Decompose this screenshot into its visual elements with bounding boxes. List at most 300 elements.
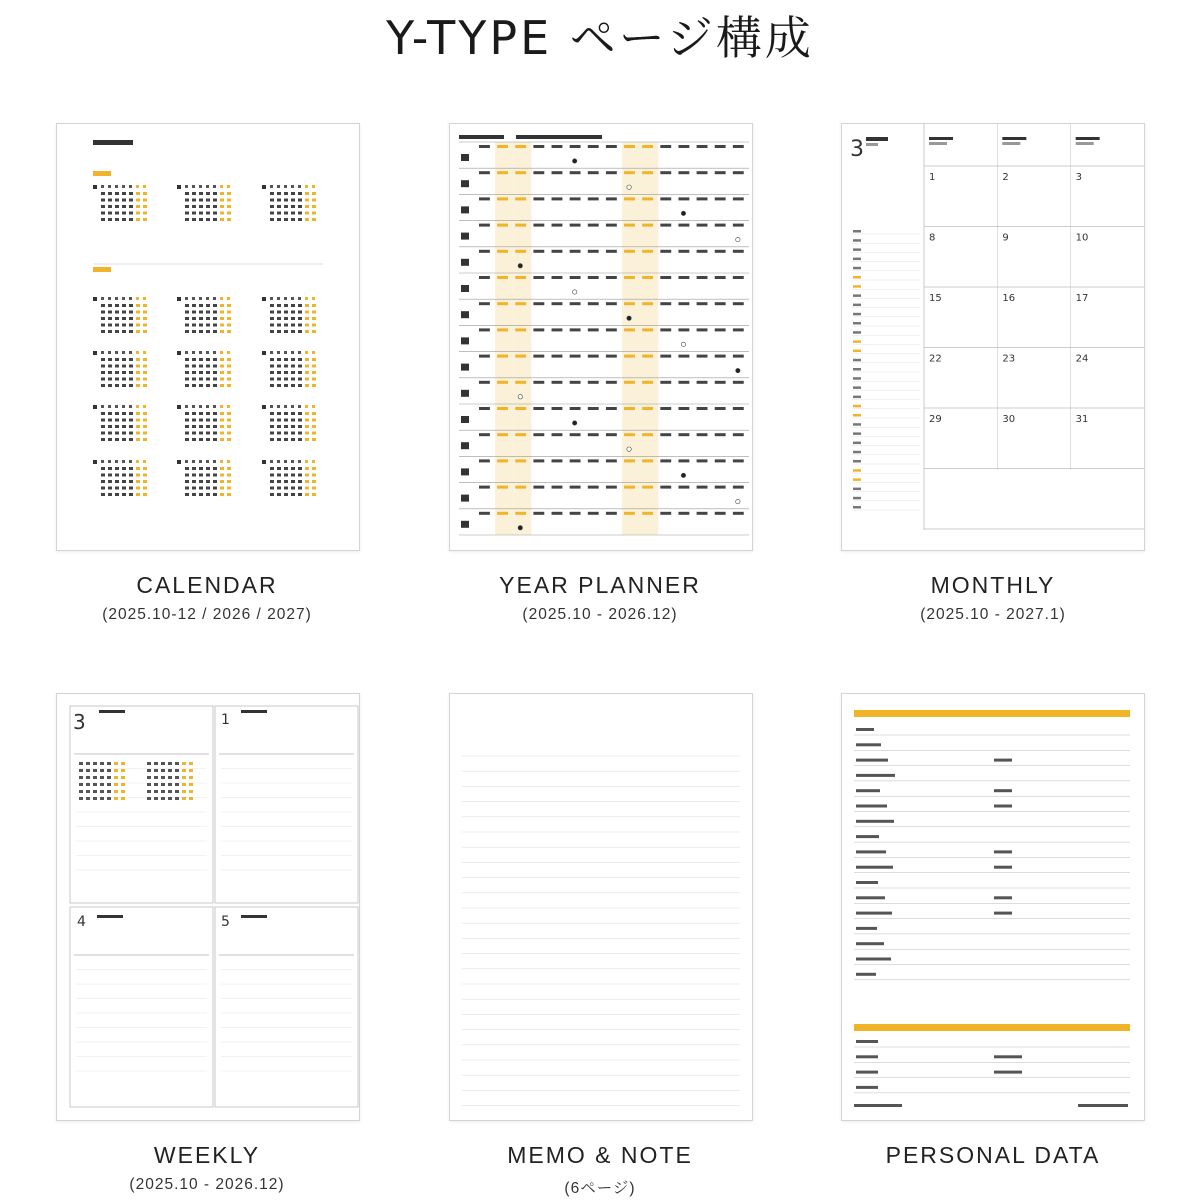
mini-month-cell bbox=[100, 797, 104, 800]
day-label bbox=[715, 407, 726, 410]
day-label bbox=[715, 197, 726, 200]
form-label bbox=[856, 973, 876, 976]
personal-data-preview bbox=[842, 694, 1144, 1120]
day-label bbox=[733, 381, 744, 384]
weekday-sub bbox=[929, 142, 947, 145]
mini-month-cell bbox=[107, 769, 111, 772]
day-label bbox=[660, 381, 671, 384]
form-label bbox=[856, 881, 878, 884]
day-label bbox=[588, 224, 599, 227]
day-label bbox=[552, 250, 563, 253]
mini-month-cell bbox=[100, 776, 104, 779]
day-label bbox=[678, 250, 689, 253]
day-number: 15 bbox=[929, 293, 942, 304]
day-label bbox=[642, 407, 653, 410]
day-label bbox=[570, 328, 581, 331]
day-label bbox=[715, 250, 726, 253]
day-label bbox=[606, 433, 617, 436]
day-label bbox=[678, 407, 689, 410]
mini-month bbox=[93, 405, 147, 441]
day-label bbox=[515, 433, 526, 436]
day-number: 9 bbox=[1002, 232, 1009, 244]
day-label bbox=[552, 224, 563, 227]
day-label bbox=[660, 512, 671, 515]
day-label bbox=[552, 407, 563, 410]
day-label bbox=[588, 302, 599, 305]
mini-month-cell bbox=[175, 783, 179, 786]
mini-month-cell bbox=[79, 762, 83, 765]
mini-month-cell bbox=[175, 797, 179, 800]
personal-data-caption: PERSONAL DATA bbox=[885, 1142, 1101, 1168]
day-label bbox=[678, 145, 689, 148]
day-label bbox=[624, 328, 635, 331]
calendar-preview bbox=[57, 124, 359, 550]
day-label bbox=[588, 276, 599, 279]
day-list-label bbox=[853, 460, 861, 463]
day-label bbox=[479, 302, 490, 305]
day-number: 8 bbox=[929, 232, 936, 244]
personal-data-thumbnail[interactable] bbox=[841, 693, 1145, 1121]
day-label bbox=[588, 486, 599, 489]
day-label bbox=[697, 407, 708, 410]
mini-month bbox=[93, 297, 147, 333]
mini-month-cell bbox=[182, 762, 186, 765]
mini-month-cell bbox=[161, 769, 165, 772]
form-label bbox=[856, 912, 892, 915]
form-label bbox=[856, 1071, 878, 1074]
day-number: 30 bbox=[1002, 414, 1016, 425]
month-number bbox=[461, 416, 469, 423]
form-label bbox=[994, 1071, 1022, 1074]
day-label bbox=[515, 197, 526, 200]
mini-month-cell bbox=[93, 776, 97, 779]
day-number: 16 bbox=[1002, 293, 1016, 304]
form-label bbox=[856, 1086, 878, 1089]
mini-month-cell bbox=[189, 797, 193, 800]
day-label bbox=[642, 276, 653, 279]
day-label bbox=[515, 486, 526, 489]
day-label bbox=[678, 512, 689, 515]
day-label bbox=[515, 381, 526, 384]
day-label bbox=[552, 486, 563, 489]
day-label bbox=[697, 302, 708, 305]
mini-month-cell bbox=[161, 783, 165, 786]
form-label bbox=[856, 942, 884, 945]
weekend-column bbox=[513, 142, 531, 535]
day-label bbox=[660, 302, 671, 305]
day-label bbox=[479, 171, 490, 174]
month-number bbox=[461, 180, 469, 187]
mini-month-cell bbox=[168, 797, 172, 800]
day-label bbox=[715, 328, 726, 331]
day-label bbox=[570, 381, 581, 384]
day-label bbox=[479, 224, 490, 227]
day-label bbox=[497, 145, 508, 148]
day-label bbox=[570, 407, 581, 410]
day-list-label bbox=[853, 239, 861, 242]
day-label bbox=[697, 381, 708, 384]
day-label bbox=[733, 355, 744, 358]
calendar-thumbnail[interactable] bbox=[56, 123, 360, 551]
mini-month bbox=[262, 351, 316, 387]
day-label bbox=[570, 224, 581, 227]
monthly-thumbnail[interactable] bbox=[841, 123, 1145, 551]
form-label bbox=[856, 743, 881, 746]
mini-month-cell bbox=[189, 783, 193, 786]
day-label bbox=[642, 250, 653, 253]
day-label bbox=[606, 407, 617, 410]
mini-month-cell bbox=[147, 769, 151, 772]
mini-month bbox=[262, 185, 316, 221]
day-label bbox=[606, 197, 617, 200]
day-label bbox=[588, 355, 599, 358]
day-label bbox=[733, 302, 744, 305]
weekday-label bbox=[929, 137, 953, 140]
mini-month-cell bbox=[154, 769, 158, 772]
day-label bbox=[606, 276, 617, 279]
form-label bbox=[856, 835, 879, 838]
day-label bbox=[588, 171, 599, 174]
day-label bbox=[642, 328, 653, 331]
day-label bbox=[570, 355, 581, 358]
form-label bbox=[856, 1055, 878, 1058]
mini-month-cell bbox=[121, 762, 125, 765]
day-number: 24 bbox=[1075, 353, 1089, 365]
day-label bbox=[733, 433, 744, 436]
day-label bbox=[497, 459, 508, 462]
day-label bbox=[533, 250, 544, 253]
day-number: 1 bbox=[221, 712, 230, 728]
day-label bbox=[678, 224, 689, 227]
day-label bbox=[515, 328, 526, 331]
mini-month bbox=[262, 460, 316, 496]
day-label bbox=[497, 197, 508, 200]
day-label bbox=[697, 250, 708, 253]
day-label bbox=[515, 355, 526, 358]
day-label bbox=[552, 276, 563, 279]
month-number bbox=[461, 390, 469, 397]
day-number: 17 bbox=[1075, 293, 1089, 304]
mini-month-cell bbox=[114, 783, 118, 786]
day-label bbox=[497, 224, 508, 227]
day-label bbox=[606, 224, 617, 227]
day-label bbox=[533, 512, 544, 515]
day-label bbox=[660, 276, 671, 279]
day-list-label bbox=[853, 423, 861, 426]
day-label bbox=[606, 486, 617, 489]
mini-month-cell bbox=[121, 790, 125, 793]
memo-note-range: (6ページ) bbox=[564, 1180, 636, 1197]
moon-phase bbox=[681, 342, 685, 346]
day-label bbox=[552, 145, 563, 148]
day-label bbox=[697, 197, 708, 200]
day-list-label bbox=[853, 359, 861, 362]
mini-month-cell bbox=[154, 790, 158, 793]
day-label bbox=[678, 486, 689, 489]
day-label bbox=[552, 328, 563, 331]
mini-month-cell bbox=[107, 762, 111, 765]
form-label bbox=[856, 896, 885, 899]
moon-phase bbox=[627, 447, 631, 451]
day-label bbox=[697, 512, 708, 515]
moon-phase bbox=[572, 159, 576, 163]
day-label bbox=[733, 145, 744, 148]
day-label bbox=[552, 171, 563, 174]
day-list-label bbox=[853, 267, 861, 270]
mini-month-cell bbox=[114, 762, 118, 765]
day-label bbox=[678, 171, 689, 174]
weekend-column bbox=[622, 142, 640, 535]
mini-month bbox=[93, 460, 147, 496]
day-label bbox=[715, 486, 726, 489]
month-number bbox=[461, 259, 469, 266]
day-label bbox=[660, 250, 671, 253]
day-label bbox=[588, 381, 599, 384]
day-label bbox=[515, 276, 526, 279]
day-label bbox=[479, 433, 490, 436]
mini-month-cell bbox=[121, 797, 125, 800]
day-label bbox=[678, 355, 689, 358]
day-label bbox=[606, 328, 617, 331]
mini-month-cell bbox=[147, 762, 151, 765]
form-label bbox=[856, 728, 874, 731]
mini-month-cell bbox=[175, 769, 179, 772]
form-label bbox=[994, 896, 1012, 899]
day-list-label bbox=[853, 469, 861, 472]
day-label bbox=[606, 459, 617, 462]
mini-month-cell bbox=[182, 776, 186, 779]
mini-month-cell bbox=[154, 776, 158, 779]
day-label bbox=[570, 433, 581, 436]
day-number: 10 bbox=[1075, 232, 1089, 244]
day-list-label bbox=[853, 451, 861, 454]
year-planner-caption: YEAR PLANNER bbox=[499, 572, 701, 598]
memo-note-caption: MEMO & NOTE bbox=[507, 1142, 693, 1168]
day-label bbox=[678, 381, 689, 384]
day-label bbox=[642, 197, 653, 200]
mini-month-cell bbox=[147, 797, 151, 800]
day-label bbox=[533, 433, 544, 436]
day-label bbox=[624, 433, 635, 436]
form-label bbox=[856, 866, 893, 869]
mini-month-cell bbox=[168, 769, 172, 772]
mini-month-cell bbox=[86, 776, 90, 779]
mini-month bbox=[262, 297, 316, 333]
month-number bbox=[461, 206, 469, 213]
day-label bbox=[588, 512, 599, 515]
mini-month-cell bbox=[93, 769, 97, 772]
day-list-label bbox=[853, 313, 861, 316]
day-label bbox=[624, 276, 635, 279]
mini-month-cell bbox=[182, 783, 186, 786]
day-label bbox=[606, 381, 617, 384]
moon-phase bbox=[681, 211, 685, 215]
weekly-caption: WEEKLY bbox=[153, 1142, 261, 1168]
day-label bbox=[697, 355, 708, 358]
form-label bbox=[994, 912, 1012, 915]
mini-month-cell bbox=[182, 769, 186, 772]
day-number: 2 bbox=[1002, 172, 1009, 183]
mini-month bbox=[93, 185, 147, 221]
day-label bbox=[606, 355, 617, 358]
day-label bbox=[733, 250, 744, 253]
mini-month-cell bbox=[93, 762, 97, 765]
monthly-preview bbox=[842, 124, 1144, 550]
month-number bbox=[461, 495, 469, 502]
day-label bbox=[497, 381, 508, 384]
mini-month-cell bbox=[182, 790, 186, 793]
day-label bbox=[678, 276, 689, 279]
form-label bbox=[856, 805, 887, 808]
day-label bbox=[642, 381, 653, 384]
day-label bbox=[733, 224, 744, 227]
day-label bbox=[497, 407, 508, 410]
mini-month-cell bbox=[107, 797, 111, 800]
day-label bbox=[678, 302, 689, 305]
day-label bbox=[642, 145, 653, 148]
mini-month-cell bbox=[86, 762, 90, 765]
memo-note-thumbnail[interactable] bbox=[449, 693, 753, 1121]
day-label bbox=[624, 145, 635, 148]
form-label bbox=[856, 759, 888, 762]
calendar-range: (2025.10-12 / 2026 / 2027) bbox=[102, 606, 312, 623]
day-label bbox=[497, 355, 508, 358]
moon-phase bbox=[572, 290, 576, 294]
mini-month-cell bbox=[100, 783, 104, 786]
day-label bbox=[479, 459, 490, 462]
form-label bbox=[856, 789, 880, 792]
day-label bbox=[624, 197, 635, 200]
memo-note-preview bbox=[450, 694, 752, 1120]
month-number bbox=[461, 285, 469, 292]
day-number: 3 bbox=[1075, 172, 1083, 183]
day-label bbox=[660, 355, 671, 358]
weekday-label bbox=[1002, 137, 1026, 140]
day-label bbox=[588, 328, 599, 331]
day-list-label bbox=[853, 478, 861, 481]
mini-month-cell bbox=[121, 776, 125, 779]
weekly-range: (2025.10 - 2026.12) bbox=[129, 1176, 285, 1193]
day-label bbox=[733, 486, 744, 489]
day-list-label bbox=[853, 276, 861, 279]
form-label bbox=[994, 789, 1012, 792]
day-label bbox=[552, 459, 563, 462]
page-title: Y-TYPE ページ構成 bbox=[386, 11, 814, 65]
mini-month-cell bbox=[86, 769, 90, 772]
year-planner-preview bbox=[450, 124, 752, 550]
day-label bbox=[570, 145, 581, 148]
day-label bbox=[479, 276, 490, 279]
day-label bbox=[533, 145, 544, 148]
mini-month-cell bbox=[114, 797, 118, 800]
day-label bbox=[697, 224, 708, 227]
day-label bbox=[552, 512, 563, 515]
year-planner-range: (2025.10 - 2026.12) bbox=[522, 606, 678, 623]
day-label bbox=[697, 328, 708, 331]
day-label bbox=[642, 224, 653, 227]
weekly-thumbnail[interactable] bbox=[56, 693, 360, 1121]
mini-month-cell bbox=[114, 790, 118, 793]
day-label bbox=[588, 459, 599, 462]
day-label bbox=[515, 407, 526, 410]
day-number: 1 bbox=[929, 172, 936, 183]
moon-phase bbox=[627, 316, 631, 320]
mini-month-cell bbox=[189, 776, 193, 779]
month-number bbox=[461, 233, 469, 240]
day-label bbox=[733, 197, 744, 200]
month-number bbox=[461, 364, 469, 371]
weekday-label bbox=[241, 710, 267, 713]
mini-month bbox=[177, 405, 231, 441]
mini-month-cell bbox=[147, 783, 151, 786]
form-label bbox=[994, 850, 1012, 853]
form-label bbox=[994, 759, 1012, 762]
day-label bbox=[624, 459, 635, 462]
day-label bbox=[606, 302, 617, 305]
day-label bbox=[715, 381, 726, 384]
day-label bbox=[715, 171, 726, 174]
day-label bbox=[660, 486, 671, 489]
day-label bbox=[552, 302, 563, 305]
day-label bbox=[552, 355, 563, 358]
day-label bbox=[733, 459, 744, 462]
day-number: 4 bbox=[77, 914, 86, 930]
day-list-label bbox=[853, 258, 861, 261]
day-label bbox=[642, 171, 653, 174]
mini-month-cell bbox=[182, 797, 186, 800]
mini-month-cell bbox=[161, 797, 165, 800]
mini-month bbox=[177, 297, 231, 333]
day-label bbox=[588, 250, 599, 253]
day-label bbox=[533, 276, 544, 279]
day-label bbox=[588, 145, 599, 148]
mini-month-cell bbox=[86, 783, 90, 786]
day-label bbox=[624, 224, 635, 227]
day-label bbox=[642, 459, 653, 462]
day-list-label bbox=[853, 396, 861, 399]
day-label bbox=[479, 197, 490, 200]
day-label bbox=[497, 276, 508, 279]
form-label bbox=[856, 820, 894, 823]
moon-phase bbox=[572, 421, 576, 425]
mini-month-cell bbox=[93, 783, 97, 786]
day-label bbox=[515, 171, 526, 174]
day-number: 29 bbox=[929, 414, 942, 425]
weekday-label bbox=[99, 710, 125, 713]
day-panel bbox=[70, 706, 213, 903]
year-planner-thumbnail[interactable] bbox=[449, 123, 753, 551]
month-number bbox=[461, 337, 469, 344]
day-label bbox=[660, 407, 671, 410]
day-panel bbox=[70, 907, 213, 1107]
day-number: 22 bbox=[929, 353, 942, 365]
day-label bbox=[570, 486, 581, 489]
day-label bbox=[606, 512, 617, 515]
mini-month-cell bbox=[189, 790, 193, 793]
day-label bbox=[660, 224, 671, 227]
day-label bbox=[733, 512, 744, 515]
day-label bbox=[533, 459, 544, 462]
day-label bbox=[678, 197, 689, 200]
monthly-range: (2025.10 - 2027.1) bbox=[920, 606, 1066, 623]
day-label bbox=[642, 433, 653, 436]
form-label bbox=[994, 866, 1012, 869]
mini-month-cell bbox=[168, 776, 172, 779]
day-list-label bbox=[853, 230, 861, 233]
mini-month-cell bbox=[79, 783, 83, 786]
monthly-caption: MONTHLY bbox=[930, 572, 1056, 598]
weekend-column bbox=[495, 142, 513, 535]
